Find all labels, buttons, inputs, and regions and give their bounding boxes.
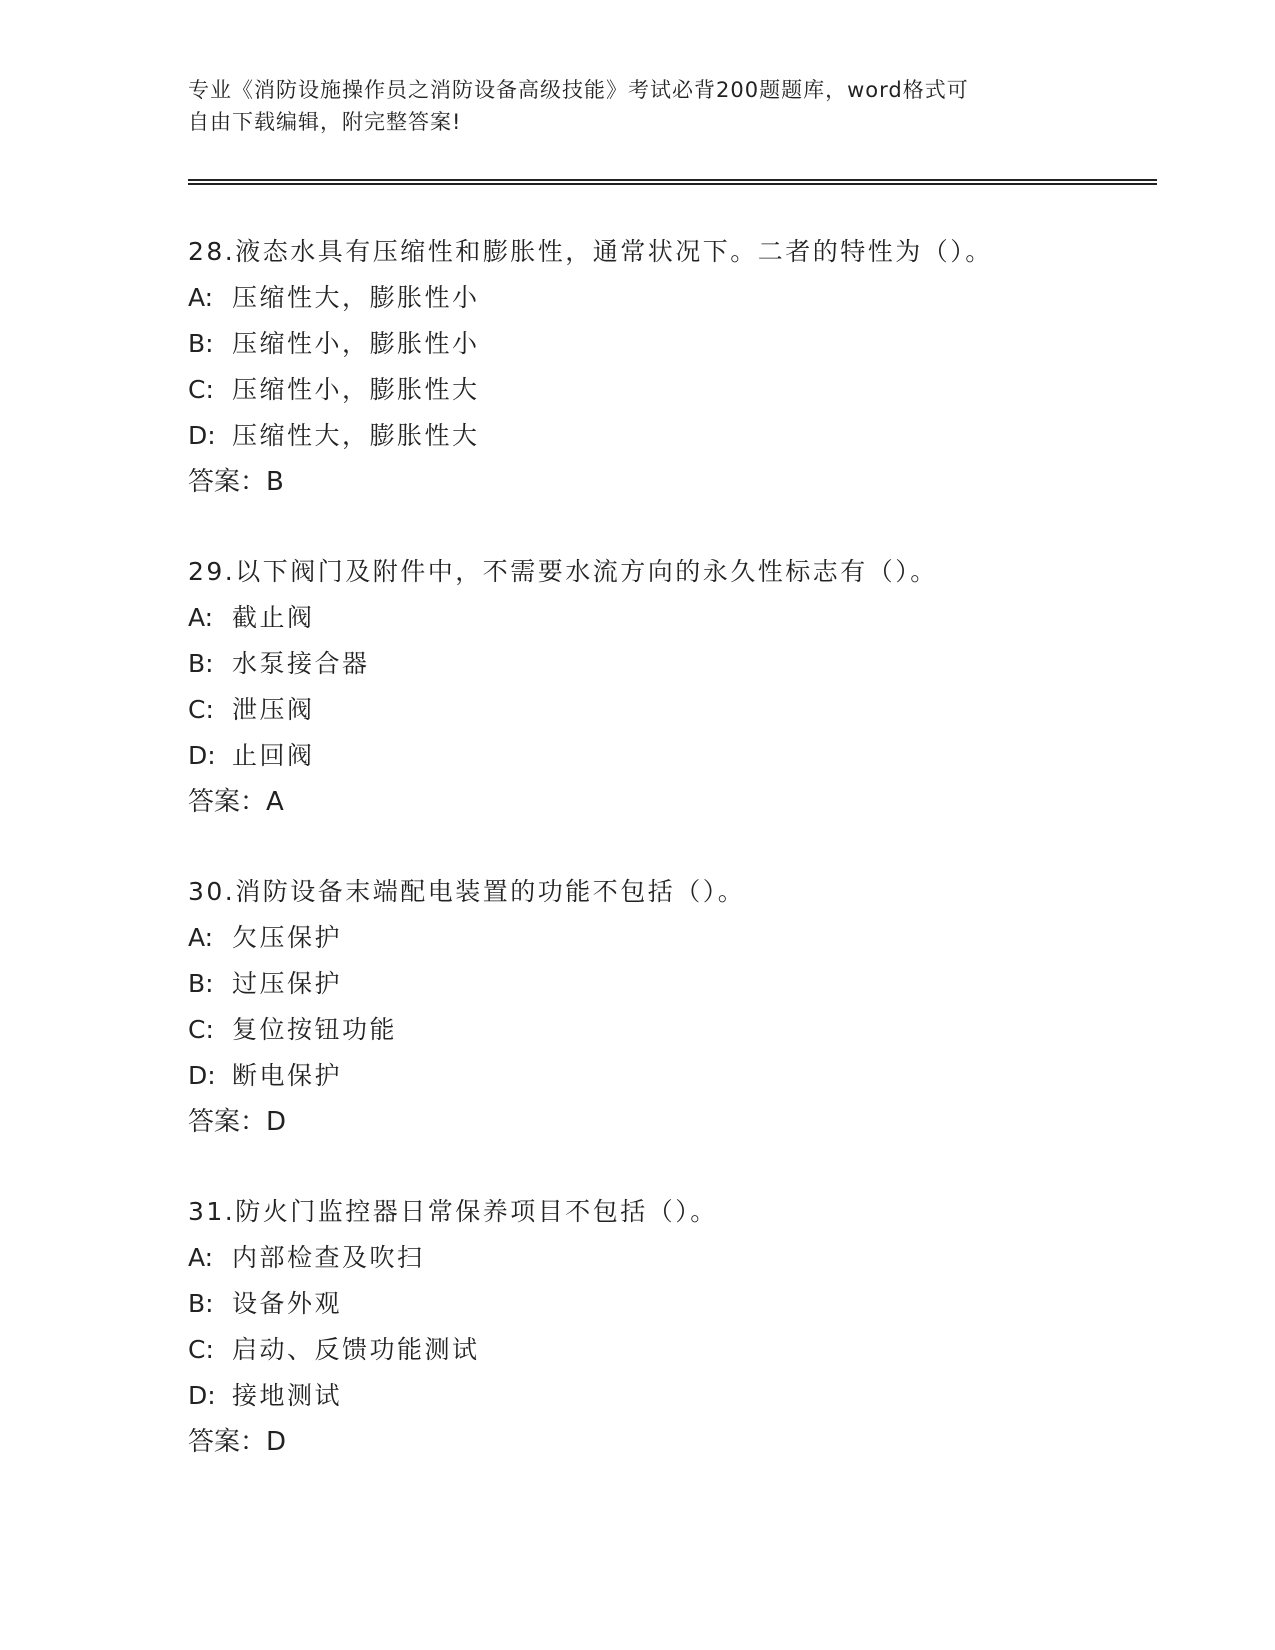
option-letter: C:: [188, 695, 214, 724]
option-text: 截止阀: [232, 603, 315, 632]
option-text: 过压保护: [232, 969, 343, 998]
option-letter: C:: [188, 1015, 214, 1044]
header-divider-bottom: [188, 183, 1157, 185]
option-letter: C:: [188, 375, 214, 404]
question-block: [188, 876, 1148, 1152]
option-letter: A:: [188, 283, 214, 312]
question-text: 28.液态水具有压缩性和膨胀性，通常状况下。二者的特性为（）。: [188, 237, 993, 266]
answer-line: 答案：B: [188, 467, 284, 497]
option-text: 压缩性大，膨胀性大: [232, 421, 480, 450]
option-d: [188, 1380, 1148, 1426]
option-letter: A:: [188, 603, 214, 632]
option-letter: C:: [188, 1335, 214, 1364]
answer-line: 答案：D: [188, 1427, 287, 1457]
option-text: 复位按钮功能: [232, 1015, 398, 1044]
question-text: 30.消防设备末端配电装置的功能不包括（）。: [188, 877, 746, 906]
option-d: [188, 420, 1148, 466]
option-a: [188, 1242, 1148, 1288]
header-line-1: 专业《消防设施操作员之消防设备高级技能》考试必背200题题库，word格式可: [188, 78, 969, 102]
header-line-2: 自由下载编辑，附完整答案!: [188, 110, 462, 134]
option-text: 断电保护: [232, 1061, 343, 1090]
option-letter: B:: [188, 1289, 214, 1318]
option-c: [188, 1014, 1148, 1060]
option-a: [188, 602, 1148, 648]
question-block: [188, 556, 1148, 832]
option-text: 欠压保护: [232, 923, 343, 952]
option-a: [188, 922, 1148, 968]
option-letter: D:: [188, 421, 216, 450]
option-b: [188, 968, 1148, 1014]
option-text: 压缩性小，膨胀性大: [232, 375, 480, 404]
answer-line: 答案：D: [188, 1107, 287, 1137]
option-letter: D:: [188, 1381, 216, 1410]
option-c: [188, 374, 1148, 420]
question-block: [188, 1196, 1148, 1472]
option-letter: B:: [188, 329, 214, 358]
option-b: [188, 648, 1148, 694]
option-text: 接地测试: [232, 1381, 343, 1410]
option-text: 内部检查及吹扫: [232, 1243, 425, 1272]
option-letter: A:: [188, 1243, 214, 1272]
header-divider-top: [188, 179, 1157, 181]
option-text: 泄压阀: [232, 695, 315, 724]
option-text: 止回阀: [232, 741, 315, 770]
question-text: 29.以下阀门及附件中，不需要水流方向的永久性标志有（）。: [188, 557, 938, 586]
option-letter: D:: [188, 1061, 216, 1090]
document-header: [188, 74, 1088, 138]
question-block: [188, 236, 1148, 512]
option-d: [188, 740, 1148, 786]
option-text: 启动、反馈功能测试: [232, 1335, 480, 1364]
option-b: [188, 328, 1148, 374]
option-letter: D:: [188, 741, 216, 770]
option-b: [188, 1288, 1148, 1334]
option-d: [188, 1060, 1148, 1106]
option-text: 水泵接合器: [232, 649, 370, 678]
option-text: 压缩性大，膨胀性小: [232, 283, 480, 312]
option-letter: B:: [188, 649, 214, 678]
option-letter: B:: [188, 969, 214, 998]
option-c: [188, 1334, 1148, 1380]
option-text: 设备外观: [232, 1289, 343, 1318]
option-c: [188, 694, 1148, 740]
answer-line: 答案：A: [188, 787, 284, 817]
option-letter: A:: [188, 923, 214, 952]
option-a: [188, 282, 1148, 328]
option-text: 压缩性小，膨胀性小: [232, 329, 480, 358]
question-text: 31.防火门监控器日常保养项目不包括（）。: [188, 1197, 718, 1226]
